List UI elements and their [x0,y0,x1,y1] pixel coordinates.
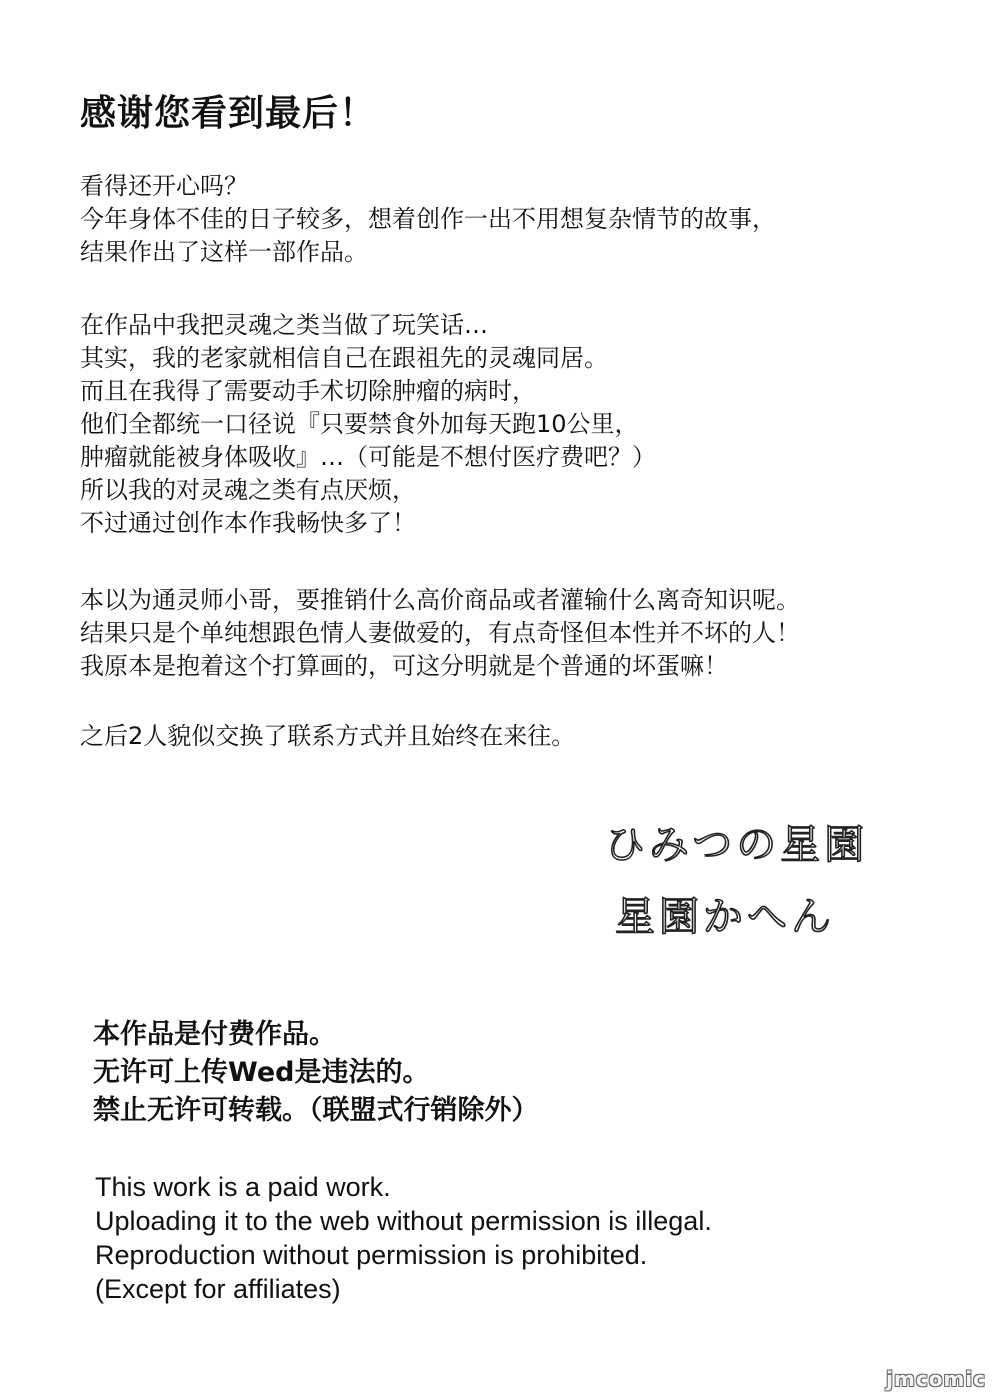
text-line: 结果只是个单纯想跟色情人妻做爱的，有点奇怪但本性并不坏的人！ [80,619,800,647]
signature-circle-name: ひみつの星園 [605,822,869,868]
text-line: 他们全都统一口径说『只要禁食外加每天跑10公里， [80,410,639,438]
notice-line: Reproduction without permission is prohibited. [95,1240,648,1270]
text-line: 而且在我得了需要动手术切除肿瘤的病时， [80,377,536,405]
text-line: 之后2人貌似交换了联系方式并且始终在来往。 [80,722,576,750]
notice-line: Uploading it to the web without permission is illegal. [95,1206,712,1236]
notice-line: This work is a paid work. [95,1172,391,1202]
text-line: 在作品中我把灵魂之类当做了玩笑话… [80,311,488,339]
copyright-notice-chinese [93,1016,539,1130]
text-line: 所以我的对灵魂之类有点厌烦， [80,476,416,504]
text-line: 本以为通灵师小哥，要推销什么高价商品或者灌输什么离奇知识呢。 [80,586,800,614]
paragraph-2 [80,309,656,540]
page-title: 感谢您看到最后！ [80,93,377,134]
text-line: 其实，我的老家就相信自己在跟祖先的灵魂同居。 [80,344,608,372]
copyright-notice-english [95,1170,712,1306]
text-line: 看得还开心吗？ [80,172,248,200]
text-line: 肿瘤就能被身体吸收』…（可能是不想付医疗费吧？） [80,443,656,471]
text-line: 结果作出了这样一部作品。 [80,238,368,266]
notice-line: 禁止无许可转载。（联盟式行销除外） [93,1095,539,1126]
signature-author-name: 星園かへん [615,894,835,940]
text-line: 今年身体不佳的日子较多，想着创作一出不用想复杂情节的故事， [80,205,776,233]
notice-line: 无许可上传Wed是违法的。 [93,1057,430,1088]
handwritten-signature [605,810,895,950]
text-line: 不过通过创作本作我畅快多了！ [80,509,416,537]
paragraph-4 [80,720,575,753]
notice-line: 本作品是付费作品。 [93,1019,336,1050]
paragraph-3 [80,584,800,683]
paragraph-1 [80,170,776,269]
notice-line: (Except for affiliates) [95,1274,341,1304]
signature-drawing [605,810,895,950]
site-watermark: jmcomic [886,1367,986,1391]
text-line: 我原本是抱着这个打算画的，可这分明就是个普通的坏蛋嘛！ [80,652,728,680]
